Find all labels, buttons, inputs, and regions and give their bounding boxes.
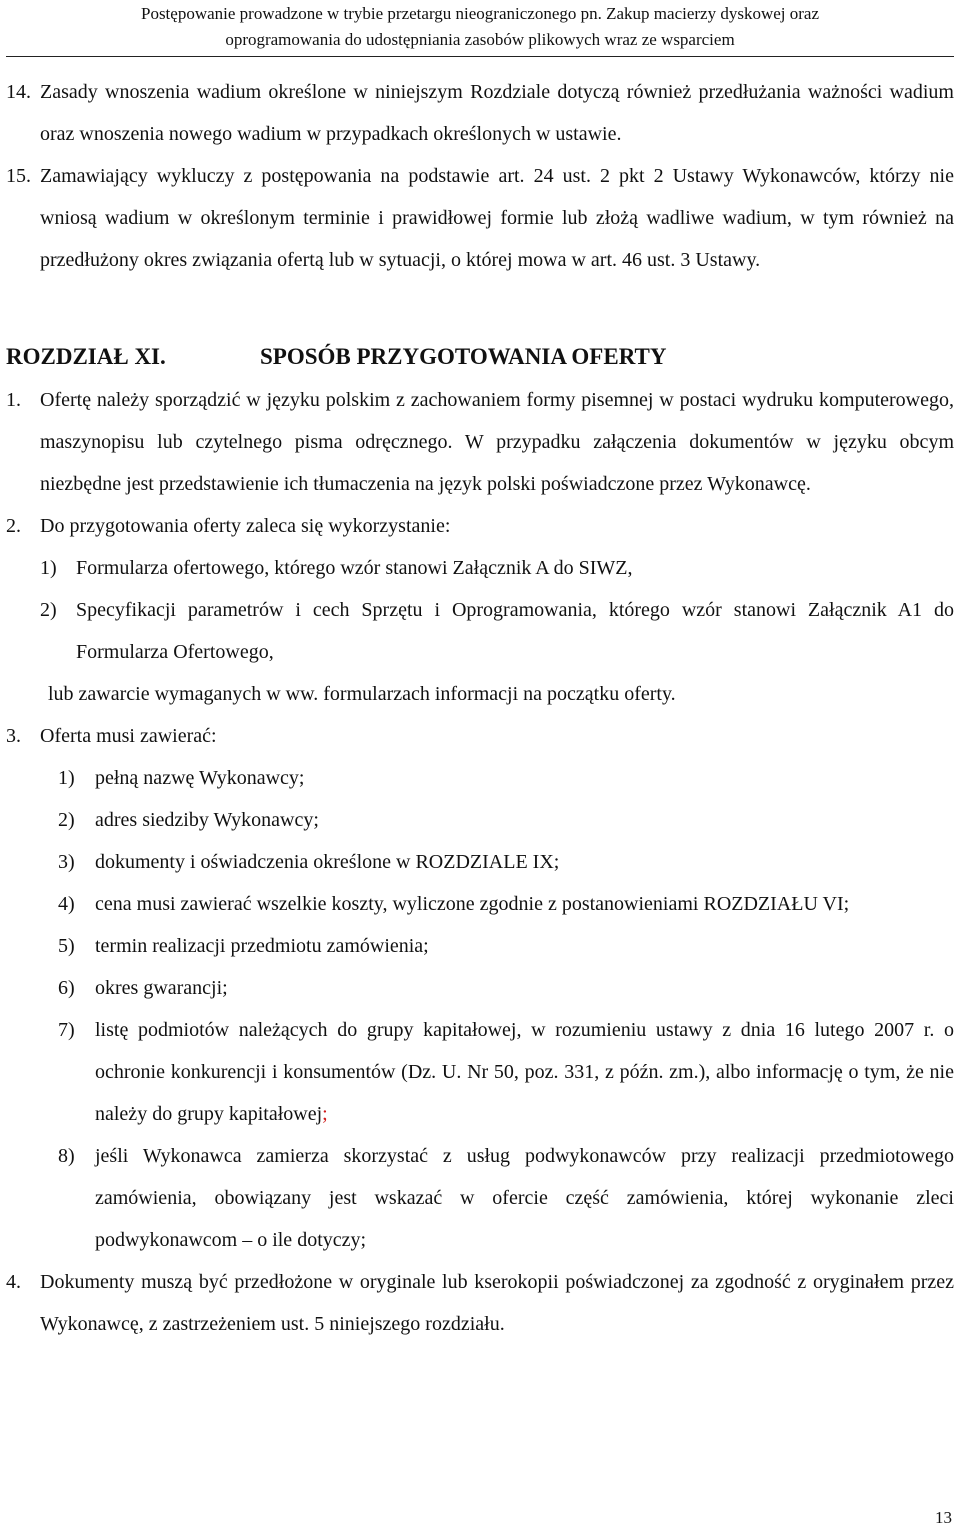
list-number: 2) bbox=[58, 809, 75, 831]
section-2-tail: lub zawarcie wymaganych w ww. formularzach informacji na początku oferty. bbox=[48, 683, 676, 705]
list-number: 8) bbox=[58, 1145, 75, 1167]
paragraph-number: 14. bbox=[6, 81, 31, 103]
paragraph-text: Zamawiający wykluczy z postępowania na podstawie art. 24 ust. 2 pkt 2 Ustawy Wykonawców, którzy nie wniosą wadium w określonym terminie i prawidłowej formie lub złożą wadliwe wadium, w tym również na przedłużony okres związania ofertą lub w sytuacji, o której mowa w art. 46 ust. 3 Ustawy. bbox=[40, 165, 954, 271]
header-line-2: oprogramowania do udostępniania zasobów plikowych wraz ze wsparciem bbox=[225, 30, 735, 49]
section-text: Dokumenty muszą być przedłożone w oryginale lub kserokopii poświadczonej za zgodność z oryginałem przez Wykonawcę, z zastrzeżeniem ust. 5 niniejszego rozdziału. bbox=[40, 1271, 954, 1335]
section-3 bbox=[6, 715, 954, 757]
list-text: pełną nazwę Wykonawcy; bbox=[95, 767, 305, 789]
page-header bbox=[40, 0, 920, 53]
list-number: 2) bbox=[40, 599, 57, 621]
list-number: 1) bbox=[58, 767, 75, 789]
section-3-item-4 bbox=[6, 883, 954, 925]
list-number: 7) bbox=[58, 1019, 75, 1041]
section-2-item-2 bbox=[6, 589, 954, 673]
section-text: Do przygotowania oferty zaleca się wykorzystanie: bbox=[40, 515, 451, 537]
list-number: 3) bbox=[58, 851, 75, 873]
section-3-item-8 bbox=[6, 1135, 954, 1261]
paragraph-text: Zasady wnoszenia wadium określone w niniejszym Rozdziale dotyczą również przedłużania ważności wadium oraz wnoszenia nowego wadium w przypadkach określonych w ustawie. bbox=[40, 81, 954, 145]
section-text: Oferta musi zawierać: bbox=[40, 725, 217, 747]
section-2 bbox=[6, 505, 954, 547]
list-text: okres gwarancji; bbox=[95, 977, 228, 999]
list-text: jeśli Wykonawca zamierza skorzystać z usług podwykonawców przy realizacji przedmiotowego zamówienia, obowiązany jest wskazać w ofercie część zamówienia, której wykonanie zleci podwykonawcom – o ile dotyczy; bbox=[95, 1145, 954, 1251]
list-text: adres siedziby Wykonawcy; bbox=[95, 809, 319, 831]
section-number: 1. bbox=[6, 389, 21, 411]
chapter-number: ROZDZIAŁ XI. bbox=[6, 344, 166, 369]
header-line-1: Postępowanie prowadzone w trybie przetargu nieograniczonego pn. Zakup macierzy dyskowej oraz bbox=[140, 4, 820, 23]
section-3-item-7 bbox=[6, 1009, 954, 1135]
paragraph-15 bbox=[6, 155, 954, 281]
page-number: 13 bbox=[935, 1508, 952, 1527]
list-text: Specyfikacji parametrów i cech Sprzętu i Oprogramowania, którego wzór stanowi Załącznik A1 do Formularza Ofertowego, bbox=[76, 599, 954, 663]
chapter-title: SPOSÓB PRZYGOTOWANIA OFERTY bbox=[260, 344, 667, 369]
document-body bbox=[6, 71, 954, 1345]
list-text: cena musi zawierać wszelkie koszty, wyliczone zgodnie z postanowieniami ROZDZIAŁU VI; bbox=[95, 893, 850, 915]
list-text: Formularza ofertowego, którego wzór stanowi Załącznik A do SIWZ, bbox=[76, 557, 633, 579]
section-4 bbox=[6, 1261, 954, 1345]
list-text: dokumenty i oświadczenia określone w ROZDZIALE IX; bbox=[95, 851, 560, 873]
list-number: 6) bbox=[58, 977, 75, 999]
highlighted-semicolon: ; bbox=[322, 1103, 328, 1125]
section-2-item-1 bbox=[6, 547, 954, 589]
section-3-item-3 bbox=[6, 841, 954, 883]
section-3-item-1 bbox=[6, 757, 954, 799]
section-3-item-2 bbox=[6, 799, 954, 841]
section-text: Ofertę należy sporządzić w języku polskim z zachowaniem formy pisemnej w postaci wydruku komputerowego, maszynopisu lub czytelnego pisma odręcznego. W przypadku załączenia dokumentów w języku obcym niezbędne jest przedstawienie ich tłumaczenia na język polski poświadczone przez Wykonawcę. bbox=[40, 389, 954, 495]
list-number: 1) bbox=[40, 557, 57, 579]
paragraph-14 bbox=[6, 71, 954, 155]
section-number: 4. bbox=[6, 1271, 21, 1293]
paragraph-number: 15. bbox=[6, 165, 31, 187]
list-text: listę podmiotów należących do grupy kapitałowej, w rozumieniu ustawy z dnia 16 lutego 2007 r. o ochronie konkurencji i konsumentów (Dz. U. Nr 50, poz. 331, z późn. zm.), albo informację o tym, że nie należy do grupy kapitałowej bbox=[95, 1019, 954, 1125]
header-divider bbox=[6, 56, 954, 57]
list-text: termin realizacji przedmiotu zamówienia; bbox=[95, 935, 429, 957]
list-number: 4) bbox=[58, 893, 75, 915]
section-number: 2. bbox=[6, 515, 21, 537]
chapter-heading bbox=[6, 335, 954, 379]
list-number: 5) bbox=[58, 935, 75, 957]
section-number: 3. bbox=[6, 725, 21, 747]
section-3-item-6 bbox=[6, 967, 954, 1009]
section-1 bbox=[6, 379, 954, 505]
section-3-item-5 bbox=[6, 925, 954, 967]
